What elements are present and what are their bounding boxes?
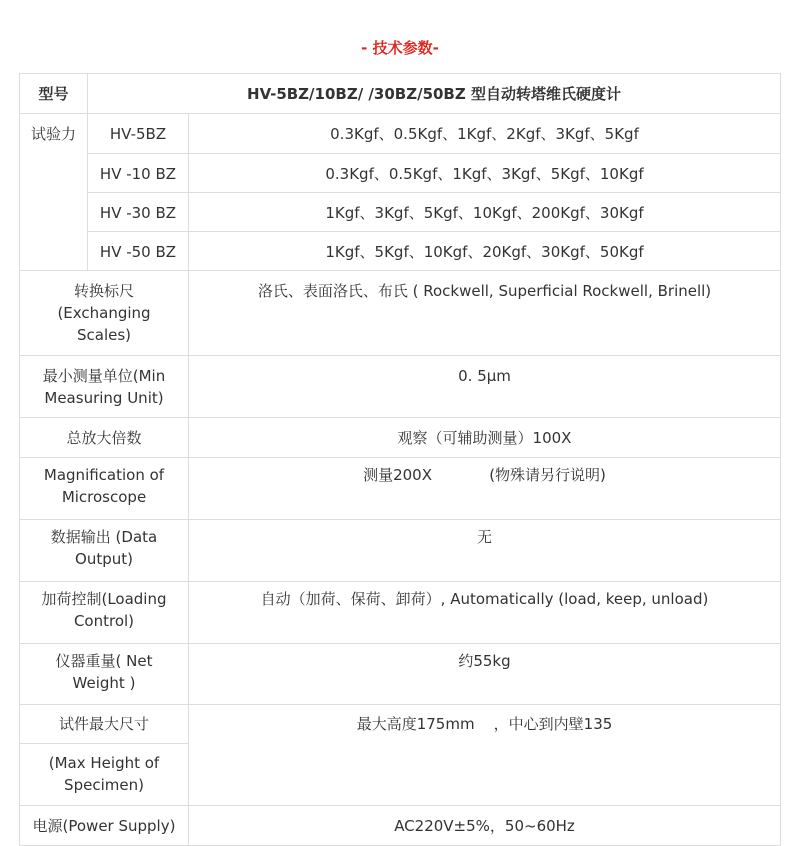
spec-table	[19, 73, 781, 846]
model-cell: HV -30 BZ	[88, 193, 189, 232]
model-value: HV-5BZ/10BZ/ /30BZ/50BZ 型自动转塔维氏硬度计	[88, 74, 781, 114]
table-row	[20, 705, 781, 744]
net-weight-value: 约55kg	[189, 644, 781, 705]
table-row	[20, 154, 781, 193]
table-row	[20, 114, 781, 154]
table-row	[20, 232, 781, 271]
microscope-value: 测量200X (物殊请另行说明)	[189, 458, 781, 520]
table-row	[20, 193, 781, 232]
max-size-value: 最大高度175mm ，中心到内壁135	[189, 705, 781, 806]
table-row	[20, 356, 781, 418]
scales-label: 转换标尺 (Exchanging Scales)	[20, 271, 189, 356]
force-values: 0.3Kgf、0.5Kgf、1Kgf、3Kgf、5Kgf、10Kgf	[189, 154, 781, 193]
scales-value: 洛氏、表面洛氏、布氏 ( Rockwell, Superficial Rockwell, Brinell)	[189, 271, 781, 356]
loading-control-value: 自动（加荷、保荷、卸荷）, Automatically (load, keep, unload)	[189, 582, 781, 644]
power-supply-label: 电源(Power Supply)	[20, 806, 189, 846]
model-label: 型号	[20, 74, 88, 114]
table-row	[20, 520, 781, 582]
force-values: 0.3Kgf、0.5Kgf、1Kgf、2Kgf、3Kgf、5Kgf	[189, 114, 781, 154]
max-size-label: 试件最大尺寸	[20, 705, 189, 744]
power-supply-value: AC220V±5%，50~60Hz	[189, 806, 781, 846]
loading-control-label: 加荷控制(Loading Control)	[20, 582, 189, 644]
max-height-label: (Max Height of Specimen)	[20, 744, 189, 806]
model-cell: HV -50 BZ	[88, 232, 189, 271]
table-row	[20, 74, 781, 114]
table-row	[20, 458, 781, 520]
force-values: 1Kgf、5Kgf、10Kgf、20Kgf、30Kgf、50Kgf	[189, 232, 781, 271]
data-output-value: 无	[189, 520, 781, 582]
data-output-label: 数据输出 (Data Output)	[20, 520, 189, 582]
table-row	[20, 806, 781, 846]
microscope-label: Magnification of Microscope	[20, 458, 189, 520]
force-values: 1Kgf、3Kgf、5Kgf、10Kgf、200Kgf、30Kgf	[189, 193, 781, 232]
model-cell: HV -10 BZ	[88, 154, 189, 193]
model-cell: HV-5BZ	[88, 114, 189, 154]
section-title: - 技术参数-	[361, 39, 439, 57]
table-row	[20, 271, 781, 356]
test-force-label: 试验力	[20, 114, 88, 271]
total-magnification-value: 观察（可辅助测量）100X	[189, 418, 781, 458]
total-magnification-label: 总放大倍数	[20, 418, 189, 458]
min-unit-value: 0. 5μm	[189, 356, 781, 418]
table-row	[20, 644, 781, 705]
table-row	[20, 582, 781, 644]
net-weight-label: 仪器重量( Net Weight )	[20, 644, 189, 705]
min-unit-label: 最小测量单位(Min Measuring Unit)	[20, 356, 189, 418]
table-row	[20, 418, 781, 458]
